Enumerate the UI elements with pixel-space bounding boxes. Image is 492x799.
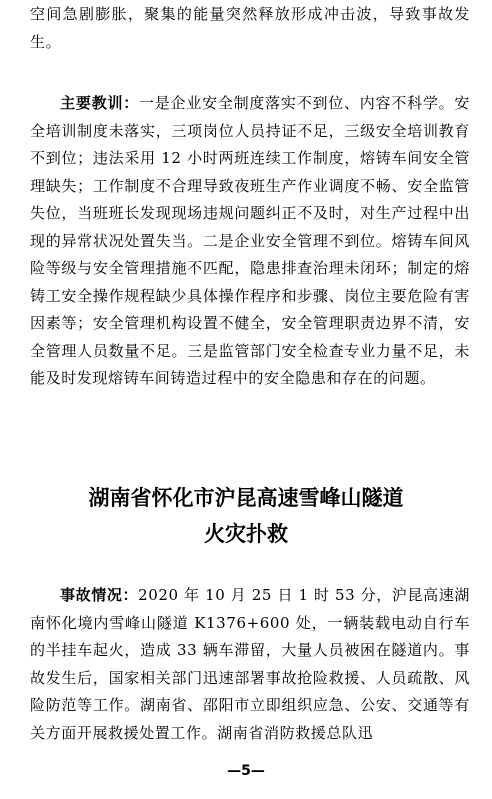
paragraph-cause: [30, 1, 470, 56]
page-number: —5—: [227, 763, 265, 779]
paragraph-cause-text: 空间急剧膨胀，聚集的能量突然释放形成冲击波，导致事故发生。: [30, 5, 470, 51]
lessons-label: 主要教训：: [60, 94, 140, 112]
section-title-line-1: 湖南省怀化市沪昆高速雪峰山隧道: [88, 486, 404, 510]
paragraph-incident: [30, 582, 470, 747]
paragraph-lessons: [30, 90, 470, 393]
incident-text: 2020 年 10 月 25 日 1 时 53 分，沪昆高速湖南怀化境内雪峰山隧道 K1376+600 处，一辆装载电动自行车的半挂车起火，造成 33 辆车滞留，大量人员被困在隧道内。事故发生后，国家相关部门迅速部署事故抢险救援、人员疏散、风险防范等工作。湖南省、邵阳市立即组织应急、公安、交通等有关方面开展救援处置工作。湖南省消防救援总队迅: [30, 586, 470, 742]
incident-label: 事故情况：: [60, 586, 139, 604]
section-title-line-2: 火灾扑救: [204, 522, 288, 546]
lessons-text: 一是企业安全制度落实不到位、内容不科学。安全培训制度未落实，三项岗位人员持证不足，三级安全培训教育不到位；违法采用 12 小时两班连续工作制度，熔铸车间安全管理缺失；工作制度不合理导致夜班生产作业调度不畅、安全监管失位，当班班长发现现场违规问题纠正不及时，对生产过程中出现的异常状况处置失当。二是企业安全管理不到位。熔铸车间风险等级与安全管理措施不匹配，隐患排查治理未闭环；制定的熔铸工安全操作规程缺少具体操作程序和步骤、岗位主要危险有害因素等；安全管理机构设置不健全，安全管理职责边界不清，安全管理人员数量不足。三是监管部门安全检查专业力量不足，未能及时发现熔铸车间铸造过程中的安全隐患和存在的问题。: [30, 94, 470, 387]
